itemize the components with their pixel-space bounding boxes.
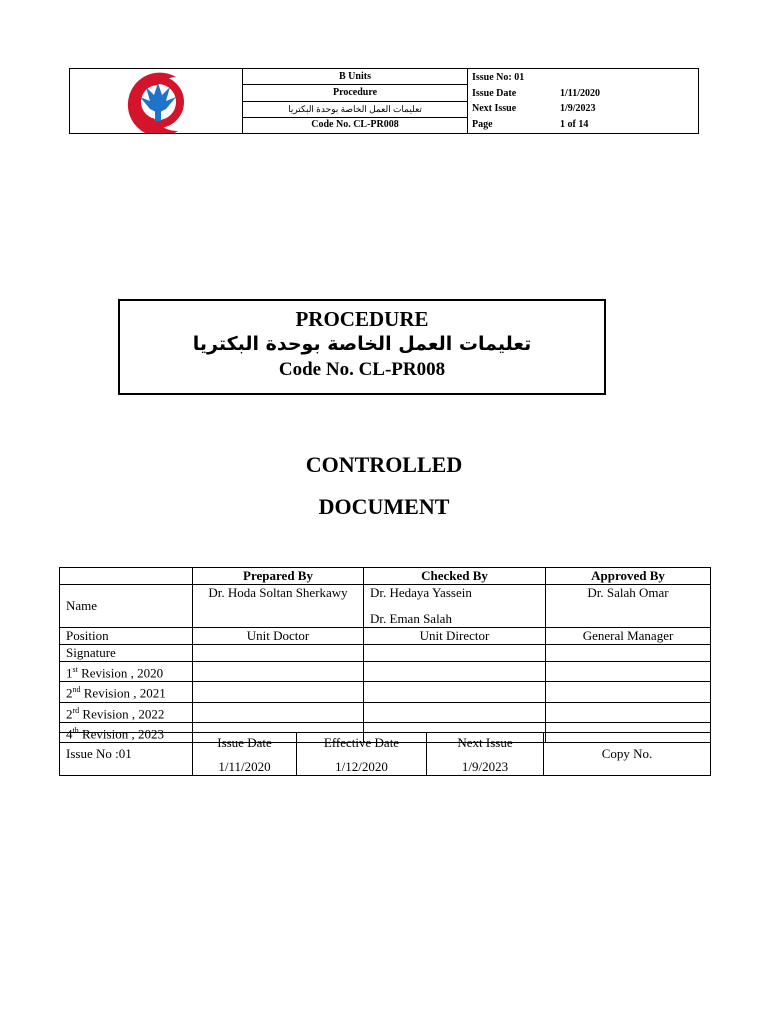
prepared-name: Dr. Hoda Soltan Sherkawy	[193, 585, 364, 628]
signature-cell	[546, 645, 711, 662]
table-row	[60, 682, 711, 702]
signature-label: Signature	[60, 645, 193, 662]
header-title-cell	[243, 69, 468, 133]
table-row	[60, 733, 711, 776]
issue-date-cell	[193, 733, 297, 776]
effective-date-cell	[297, 733, 427, 776]
table-row	[60, 702, 711, 722]
issue-date-label: Issue Date	[217, 735, 272, 750]
position-label: Position	[60, 628, 193, 645]
field-value: 1/11/2020	[560, 87, 601, 99]
table-row	[60, 628, 711, 645]
header-field-row	[472, 70, 698, 86]
checked-by-header: Checked By	[364, 568, 546, 585]
header-arabic-title: تعليمات العمل الخاصة بوحدة البكتريا	[243, 102, 467, 118]
procedure-code: Code No. CL-PR008	[278, 359, 446, 380]
header-code: Code No. CL-PR008	[311, 119, 399, 131]
header-field-row	[472, 86, 698, 102]
table-row	[60, 585, 711, 628]
procedure-heading: PROCEDURE	[295, 307, 429, 331]
position-prepared: Unit Doctor	[193, 628, 364, 645]
header-doc-type: Procedure	[243, 85, 467, 101]
field-value: 1/9/2023	[560, 103, 596, 115]
signature-cell	[364, 645, 546, 662]
signature-cell	[193, 645, 364, 662]
header-fields	[468, 69, 698, 133]
field-label: Issue Date	[472, 87, 517, 99]
approved-by-header: Approved By	[546, 568, 711, 585]
copy-no: Copy No.	[544, 733, 711, 776]
revision-label: 1st Revision , 2020	[60, 662, 193, 682]
position-checked: Unit Director	[364, 628, 546, 645]
next-issue-cell	[427, 733, 544, 776]
table-row	[60, 645, 711, 662]
controlled-line-1: CONTROLLED	[305, 452, 463, 477]
prepared-by-header: Prepared By	[193, 568, 364, 585]
revision-label: 4th Revision , 2023	[60, 722, 193, 742]
header-field-row	[472, 117, 698, 133]
procedure-arabic-title: تعليمات العمل الخاصة بوحدة البكتريا	[192, 333, 532, 355]
next-issue-label: Next Issue	[457, 735, 513, 750]
controlled-document-label	[0, 444, 768, 528]
signoff-table	[59, 567, 711, 743]
controlled-line-2: DOCUMENT	[318, 494, 450, 519]
revision-label: 2nd Revision , 2021	[60, 682, 193, 702]
checked-names	[364, 585, 546, 628]
revision-label: 2rd Revision , 2022	[60, 702, 193, 722]
procedure-title-box	[118, 299, 606, 395]
field-value: 1 of 14	[560, 118, 589, 130]
hospital-logo-icon	[106, 69, 218, 133]
effective-date-value: 1/12/2020	[335, 759, 388, 774]
position-approved: General Manager	[546, 628, 711, 645]
header-unit: B Units	[243, 69, 467, 85]
field-label: Next Issue	[472, 103, 517, 115]
logo-cell	[70, 69, 243, 133]
table-row	[60, 662, 711, 682]
approved-name: Dr. Salah Omar	[546, 585, 711, 628]
checked-name-2: Dr. Eman Salah	[370, 611, 452, 626]
field-label: Page	[472, 118, 493, 130]
field-label: Issue No: 01	[472, 72, 525, 84]
table-row	[60, 568, 711, 585]
document-header	[69, 68, 699, 134]
effective-date-label: Effective Date	[323, 735, 400, 750]
issue-table	[59, 732, 711, 776]
header-field-row	[472, 101, 698, 117]
issue-no: Issue No :01	[60, 733, 193, 776]
checked-name-1: Dr. Hedaya Yassein	[370, 585, 472, 600]
name-label: Name	[60, 585, 193, 628]
issue-date-value: 1/11/2020	[218, 759, 271, 774]
next-issue-value: 1/9/2023	[461, 759, 509, 774]
